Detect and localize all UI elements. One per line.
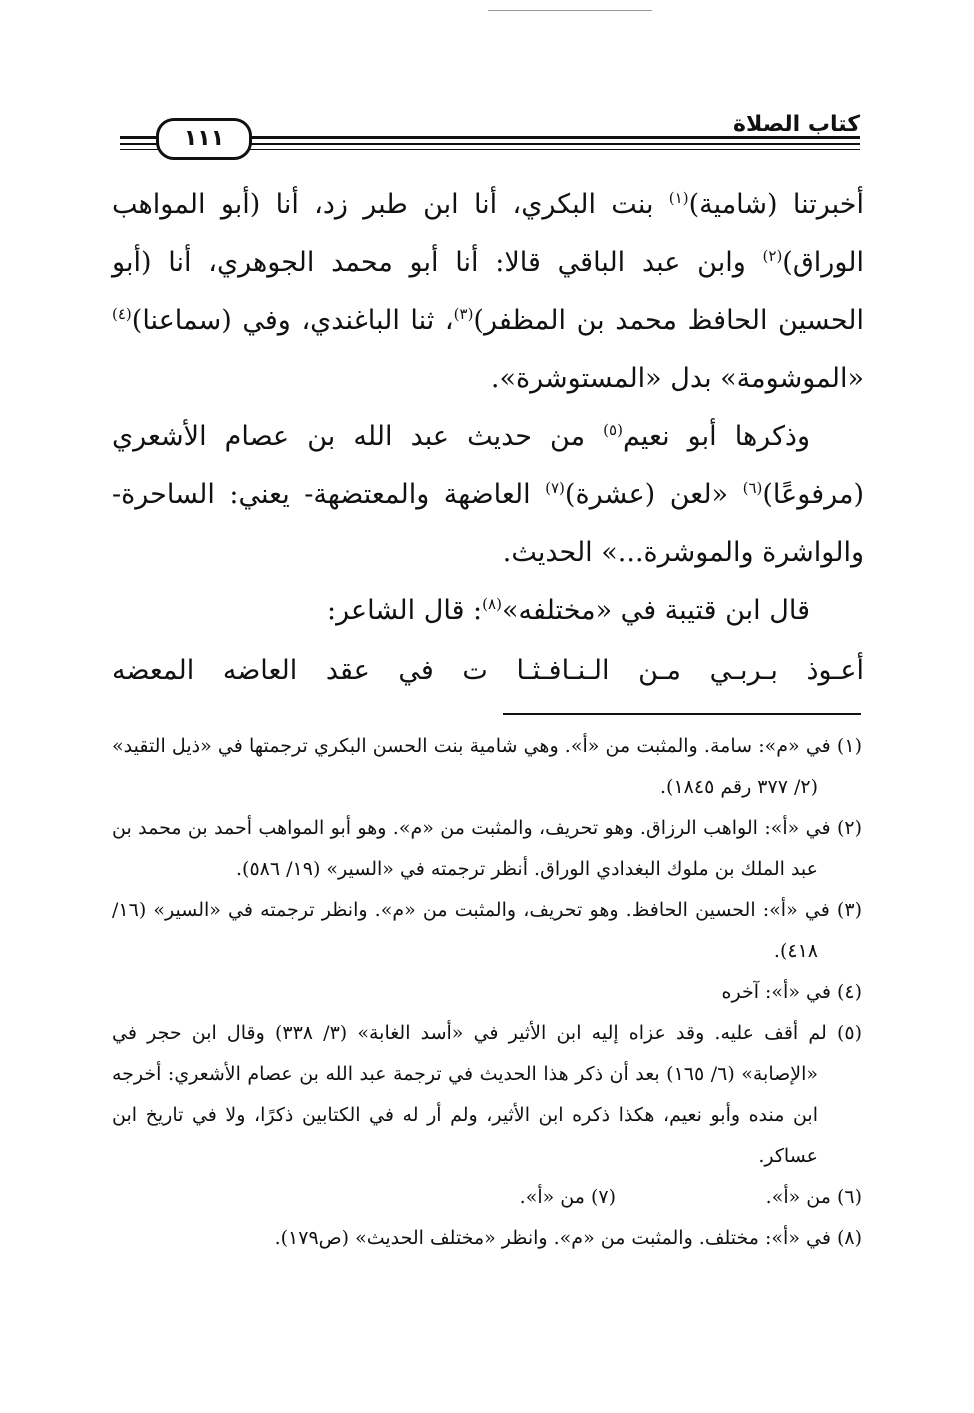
poetry-verse: أعـوذ بـربـي مـن الـنـافـثـا ت في عقد العاضه المعضه xyxy=(112,655,864,686)
footnote-4: (٤) في «أ»: آخره xyxy=(721,981,862,1003)
footnote-ref: (٣) xyxy=(453,305,474,323)
footnote-5: (٥) لم أقف عليه. وقد عزاه إليه ابن الأثير في «أسد الغابة» (٣/ ٣٣٨) وقال ابن حجر في «الإصابة» (٦/ ١٦٥) بعد أن ذكر هذا الحديث في ترجمة عبد الله بن عصام الأشعري: أخرجه ابن منده وأبو نعيم، هكذا ذكره ابن الأثير، ولم أر له في الكتابين ذكرًا، ولا في تاريخ ابن عساكر. xyxy=(112,1022,862,1167)
paragraph-3 xyxy=(112,582,864,640)
chapter-title: كتاب الصلاة xyxy=(733,112,860,137)
footnote-ref: (٦) xyxy=(742,479,763,497)
footnotes xyxy=(112,726,862,1259)
footnote-ref: (٥) xyxy=(603,421,623,439)
text-span: وابن عبد الباقي قالا: أنا أبو محمد الجوهري، أنا (أبو الحسين الحافظ محمد بن المظفر) xyxy=(112,247,864,336)
footnote-ref: (٤) xyxy=(112,305,132,323)
top-rule xyxy=(488,10,652,11)
main-text xyxy=(112,176,864,700)
footnote-1: (١) في «م»: سامة. والمثبت من «أ». وهي شامية بنت الحسن البكري ترجمتها في «ذيل التقيد» (٢/ ٣٧٧ رقم ١٨٤٥). xyxy=(112,735,862,798)
paragraph-1 xyxy=(112,176,864,408)
text-span: وذكرها أبو نعيم xyxy=(622,421,810,452)
text-span: من حديث عبد الله بن عصام الأشعري (مرفوعًا) xyxy=(112,421,864,510)
text-span: «لعن (عشرة) xyxy=(564,479,743,510)
text-span: بنت البكري، أنا ابن طبر زد، أنا (أبو المواهب الوراق) xyxy=(112,189,864,278)
footnote-8: (٨) في «أ»: مختلف. والمثبت من «م». وانظر «مختلف الحديث» (ص١٧٩). xyxy=(274,1227,862,1249)
footnote-2: (٢) في «أ»: الواهب الرزاق. وهو تحريف، والمثبت من «م». وهو أبو المواهب أحمد بن محمد بن عبد الملك بن ملوك البغدادي الوراق. أنظر ترجمته في «السير» (١٩/ ٥٨٦). xyxy=(112,817,862,880)
footnote-ref: (٧) xyxy=(545,479,565,497)
footnote-separator xyxy=(503,713,861,715)
text-span: : قال الشاعر: xyxy=(327,595,483,626)
footnote-ref: (٢) xyxy=(762,247,783,265)
text-span: ، ثنا الباغندي، وفي (سماعنا) xyxy=(131,305,454,336)
footnote-3: (٣) في «أ»: الحسين الحافظ. وهو تحريف، والمثبت من «م». وانظر ترجمته في «السير» (١٦/ ٤١٨). xyxy=(112,899,862,962)
footnote-ref: (١) xyxy=(668,189,689,207)
text-span: أخبرتنا (شامية) xyxy=(688,189,864,220)
text-span: قال ابن قتيبة في «مختلفه» xyxy=(501,595,810,626)
page-header xyxy=(120,112,860,162)
text-span: العاضهة والمعتضهة- يعني: الساحرة- والواشرة والموشرة...» الحديث. xyxy=(112,479,864,568)
page-number: ١١١ xyxy=(156,118,252,160)
footnote-6: (٦) من «أ». xyxy=(765,1186,862,1208)
footnote-ref: (٨) xyxy=(482,595,502,613)
text-span: «الموشومة» بدل «المستوشرة». xyxy=(490,363,864,394)
footnote-row-6-7 xyxy=(112,1177,862,1218)
footnote-7: (٧) من «أ». xyxy=(519,1186,616,1208)
paragraph-2 xyxy=(112,408,864,582)
